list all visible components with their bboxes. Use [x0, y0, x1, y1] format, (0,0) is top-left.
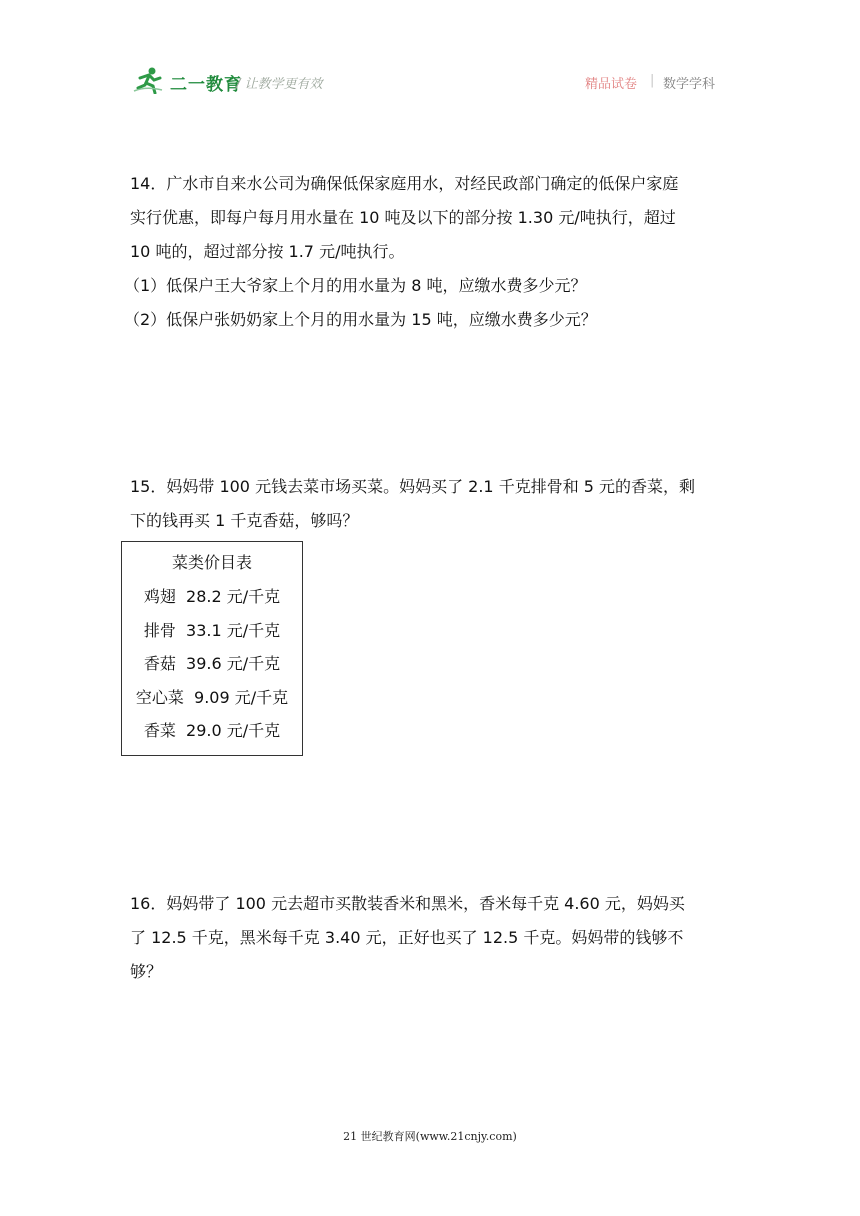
price-row-water-spinach: 空心菜 9.09 元/千克 — [135, 688, 289, 707]
runner-logo-icon — [132, 66, 164, 94]
vegetable-price-table — [121, 541, 303, 756]
header-separator: | — [650, 73, 655, 88]
question-16 — [130, 887, 730, 989]
q16-line3: 够？ — [130, 962, 163, 981]
price-row-mushroom: 香菇 39.6 元/千克 — [143, 654, 281, 673]
question-14 — [124, 167, 730, 337]
q14-subquestion-1: （1）低保户王大爷家上个月的用水量为 8 吨，应缴水费多少元？ — [124, 276, 587, 295]
question-15 — [130, 470, 730, 538]
q16-line2: 了 12.5 千克，黑米每千克 3.40 元，正好也买了 12.5 千克。妈妈带的钱够不 — [130, 928, 684, 947]
q14-line3: 10 吨的，超过部分按 1.7 元/吨执行。 — [130, 242, 405, 261]
price-table-title: 菜类价目表 — [171, 553, 252, 572]
q14-subquestion-2: （2）低保户张奶奶家上个月的用水量为 15 吨，应缴水费多少元？ — [124, 310, 597, 329]
q15-line1: 15．妈妈带 100 元钱去菜市场买菜。妈妈买了 2.1 千克排骨和 5 元的香菜，剩 — [130, 477, 696, 496]
q16-line1: 16．妈妈带了 100 元去超市买散装香米和黑米，香米每千克 4.60 元，妈妈买 — [130, 894, 685, 913]
price-row-chicken-wings: 鸡翅 28.2 元/千克 — [143, 587, 281, 606]
page-header — [0, 0, 860, 110]
brand-slogan: / 让教学更有效 — [236, 77, 323, 92]
brand-name: 二一教育 — [170, 75, 242, 95]
exam-tag: 精品试卷 — [585, 77, 638, 92]
page-footer: 21 世纪教育网(www.21cnjy.com) — [343, 1130, 517, 1143]
q15-line2: 下的钱再买 1 千克香菇，够吗？ — [130, 511, 359, 530]
subject-tag: 数学学科 — [663, 77, 716, 92]
price-row-coriander: 香菜 29.0 元/千克 — [143, 721, 281, 740]
q14-line2: 实行优惠，即每户每月用水量在 10 吨及以下的部分按 1.30 元/吨执行，超过 — [130, 208, 676, 227]
q14-line1: 14．广水市自来水公司为确保低保家庭用水，对经民政部门确定的低保户家庭 — [130, 174, 679, 193]
price-row-ribs: 排骨 33.1 元/千克 — [143, 621, 281, 640]
